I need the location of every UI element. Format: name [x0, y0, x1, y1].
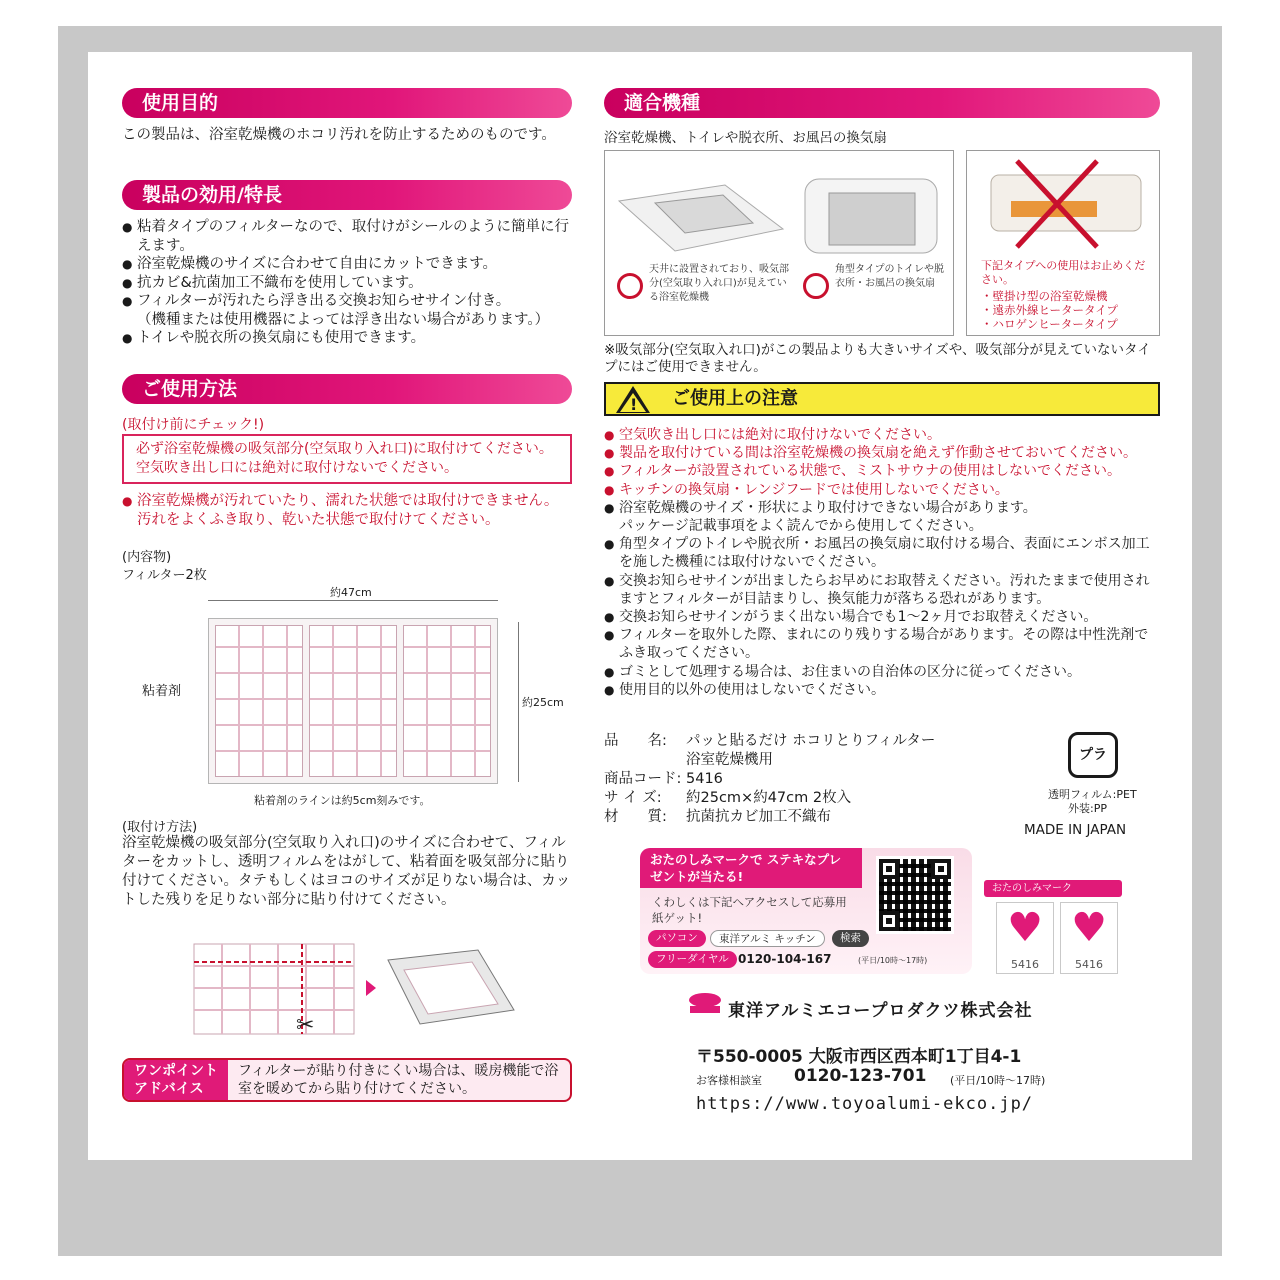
spec-key: 材 質:: [604, 809, 667, 825]
freedial-hours: (平日/10時〜17時): [858, 956, 928, 965]
ng-title: 下記タイプへの使用はお止めください。: [981, 259, 1146, 286]
scissors-icon: ✂: [296, 1013, 315, 1038]
caution-item: パッケージ記載事項をよく読んでから使用してください。: [619, 518, 983, 535]
wall-heater-photo: [987, 157, 1147, 257]
spec-key: 商品コード:: [604, 771, 682, 787]
filter-panel: [403, 625, 491, 777]
caution-item: ● ゴミとして処理する場合は、お住まいの自治体の区分に従ってください。: [604, 663, 1160, 681]
height-dimension: 約25cm: [522, 696, 564, 709]
dirty-warning: ● 浴室乾燥機が汚れていたり、濡れた状態では取付けできません。汚れをよくふき取り、乾いた状態で取付けてください。: [122, 492, 572, 530]
otanoshimi-mark: [996, 902, 1054, 974]
check-label: (取付け前にチェック!): [122, 417, 265, 433]
made-in-japan: MADE IN JAPAN: [1024, 822, 1127, 838]
caution-heading-bar: ! ご使用上の注意: [604, 382, 1160, 416]
check-warning-box: 必ず浴室乾燥機の吸気部分(空気取り入れ口)に取付けてください。空気吹き出し口には絶対に取付けないでください。: [122, 434, 572, 484]
caution-item: ● 交換お知らせサインがうまく出ない場合でも1〜2ヶ月でお取替えください。: [604, 608, 1160, 626]
mark-label: おたのしみマーク: [984, 880, 1122, 897]
recycle-icon: プラ: [1068, 732, 1118, 778]
spec-key: 品 名:: [604, 733, 667, 749]
purpose-heading: 使用目的: [122, 88, 572, 118]
feature-item: ● フィルターが汚れたら浮き出る交換お知らせサイン付き。: [122, 292, 572, 311]
caution-heading: ご使用上の注意: [672, 388, 798, 409]
otanoshimi-mark: [1060, 902, 1118, 974]
caution-item: ● 使用目的以外の使用はしないでください。: [604, 681, 1160, 699]
caution-item: ● 角型タイプのトイレや脱衣所・お風呂の換気扇に取付ける場合、表面にエンボス加工を施した機種には取付けないでください。: [604, 535, 1160, 571]
filter-panel: [215, 625, 303, 777]
mark-code: 5416: [1011, 958, 1039, 971]
company-url[interactable]: https://www.toyoalumi-ekco.jp/: [696, 1094, 1034, 1114]
contents-label: (内容物): [122, 550, 172, 565]
usage-heading: ご使用方法: [122, 374, 572, 404]
heart-icon: ♥: [1071, 905, 1107, 951]
product-material: 抗菌抗カビ加工不織布: [686, 809, 831, 825]
company-name: 東洋アルミエコープロダクツ株式会社: [728, 1001, 1033, 1021]
arrow-icon: [366, 980, 376, 996]
install-diagram: [192, 940, 522, 1040]
spec-key: サ イ ズ:: [604, 790, 662, 806]
contents-value: フィルター2枚: [122, 568, 207, 583]
caution-item: ● 交換お知らせサインが出ましたらお早めにお取替えください。汚れたままで使用されますとフィルターが目詰まりし、換気能力が落ちる恐れがあります。: [604, 572, 1160, 608]
product-code: 5416: [686, 771, 723, 787]
tel-hours: (平日/10時〜17時): [950, 1074, 1046, 1087]
product-specs: [604, 732, 1004, 827]
caution-list: [604, 426, 1160, 699]
company-address: 〒550-0005 大阪市西区西本町1丁目4-1: [696, 1047, 1022, 1067]
recycle-note: 透明フィルム:PET: [1048, 788, 1137, 801]
search-term: 東洋アルミ キッチン: [710, 930, 825, 947]
install-label: (取付け方法): [122, 820, 198, 835]
incompatible-photo: [966, 150, 1160, 336]
product-name: パッと貼るだけ ホコリとりフィルター: [686, 733, 936, 749]
feature-item: （機種または使用機器によっては浮き出ない場合があります。）: [137, 311, 550, 328]
search-button[interactable]: 検索: [832, 930, 869, 947]
mark-code: 5416: [1075, 958, 1103, 971]
compatible-subtitle: 浴室乾燥機、トイレや脱衣所、お風呂の換気扇: [604, 130, 887, 146]
feature-item: ● 浴室乾燥機のサイズに合わせて自由にカットできます。: [122, 255, 572, 274]
product-name-sub: 浴室乾燥機用: [686, 752, 773, 768]
caution-item: ● フィルターが設置されている状態で、ミストサウナの使用はしないでください。: [604, 462, 1160, 480]
ok1-caption: 天井に設置されており、吸気部分(空気取り入れ口)が見えている浴室乾燥機: [649, 264, 789, 303]
caution-item: ● 空気吹き出し口には絶対に取付けないでください。: [604, 426, 1160, 444]
company-logo-icon: [688, 992, 722, 1014]
product-size: 約25cm×約47cm 2枚入: [686, 790, 852, 806]
filter-illustration: [208, 618, 498, 784]
heart-icon: ♥: [1007, 905, 1043, 951]
freedial-label: フリーダイヤル: [648, 951, 737, 968]
tel-label: お客様相談室: [696, 1074, 762, 1087]
caution-item: ● キッチンの換気扇・レンジフードでは使用しないでください。: [604, 481, 1160, 499]
ok-circle-icon: [803, 273, 829, 299]
ok2-caption: 角型タイプのトイレや脱衣所・お風呂の換気扇: [835, 264, 944, 289]
promo-body: くわしくは下記へアクセスして応募用紙ゲット!: [652, 895, 847, 925]
caution-item: ● 浴室乾燥機のサイズ・形状により取付けできない場合があります。: [604, 499, 1160, 517]
freedial-number: 0120-104-167: [738, 952, 832, 966]
feature-item: ● 抗カビ&抗菌加工不織布を使用しています。: [122, 274, 572, 293]
fan-grille: [829, 193, 915, 245]
height-dimension-line: [518, 622, 519, 782]
adhesive-label: 粘着剤: [142, 684, 182, 699]
package-back-panel: [88, 52, 1192, 1160]
ng-item: ・壁掛け型の浴室乾燥機: [981, 289, 1108, 303]
compatible-heading: 適合機種: [604, 88, 1160, 118]
compatible-photos: [604, 150, 954, 336]
dryer-photos: [615, 171, 945, 261]
pc-label: パソコン: [648, 930, 706, 947]
width-dimension-line: [208, 600, 498, 601]
advice-label: ワンポイントアドバイス: [124, 1060, 228, 1100]
compatible-footnote: ※吸気部分(空気取入れ口)がこの製品よりも大きいサイズや、吸気部分が見えていないタイプにはご使用できません。: [604, 342, 1151, 375]
purpose-text: この製品は、浴室乾燥機のホコリ汚れを防止するためのものです。: [122, 127, 556, 143]
features-heading: 製品の効用/特長: [122, 180, 572, 210]
advice-text: フィルターが貼り付きにくい場合は、暖房機能で浴室を暖めてから貼り付けてください。: [238, 1063, 559, 1097]
install-text: 浴室乾燥機の吸気部分(空気取り入れ口)のサイズに合わせて、フィルターをカットし、透明フィルムをはがして、粘着面を吸気部分に貼り付けてください。タテもしくはヨコのサイズが足りない場合は、カットした残りを足りない部分に貼り付けてください。: [122, 835, 571, 908]
one-point-advice: [122, 1058, 572, 1102]
tel-number: 0120-123-701: [794, 1066, 927, 1086]
promo-head: おたのしみマークで ステキなプレゼントが当たる!: [640, 848, 862, 888]
width-dimension: 約47cm: [330, 586, 372, 599]
ok-circle-icon: [617, 273, 643, 299]
caution-item: ● 製品を取付けている間は浴室乾燥機の換気扇を絶えず作動させておいてください。: [604, 444, 1160, 462]
feature-item: ● 粘着タイプのフィルターなので、取付けがシールのように簡単に行えます。: [122, 218, 572, 255]
promo-box: [640, 848, 972, 974]
caution-item: ● フィルターを取外した際、まれにのり残りする場合があります。その際は中性洗剤でふき取ってください。: [604, 626, 1160, 662]
filter-panel: [309, 625, 397, 777]
recycle-note: 外装:PP: [1068, 802, 1107, 815]
feature-item: ● トイレや脱衣所の換気扇にも使用できます。: [122, 329, 572, 348]
qr-code[interactable]: [876, 856, 954, 934]
ng-item: ・ハロゲンヒータータイプ: [981, 317, 1118, 331]
adhesive-note: 粘着剤のラインは約5cm刻みです。: [254, 794, 431, 807]
features-list: [122, 218, 572, 348]
ng-item: ・遠赤外線ヒータータイプ: [981, 303, 1118, 317]
